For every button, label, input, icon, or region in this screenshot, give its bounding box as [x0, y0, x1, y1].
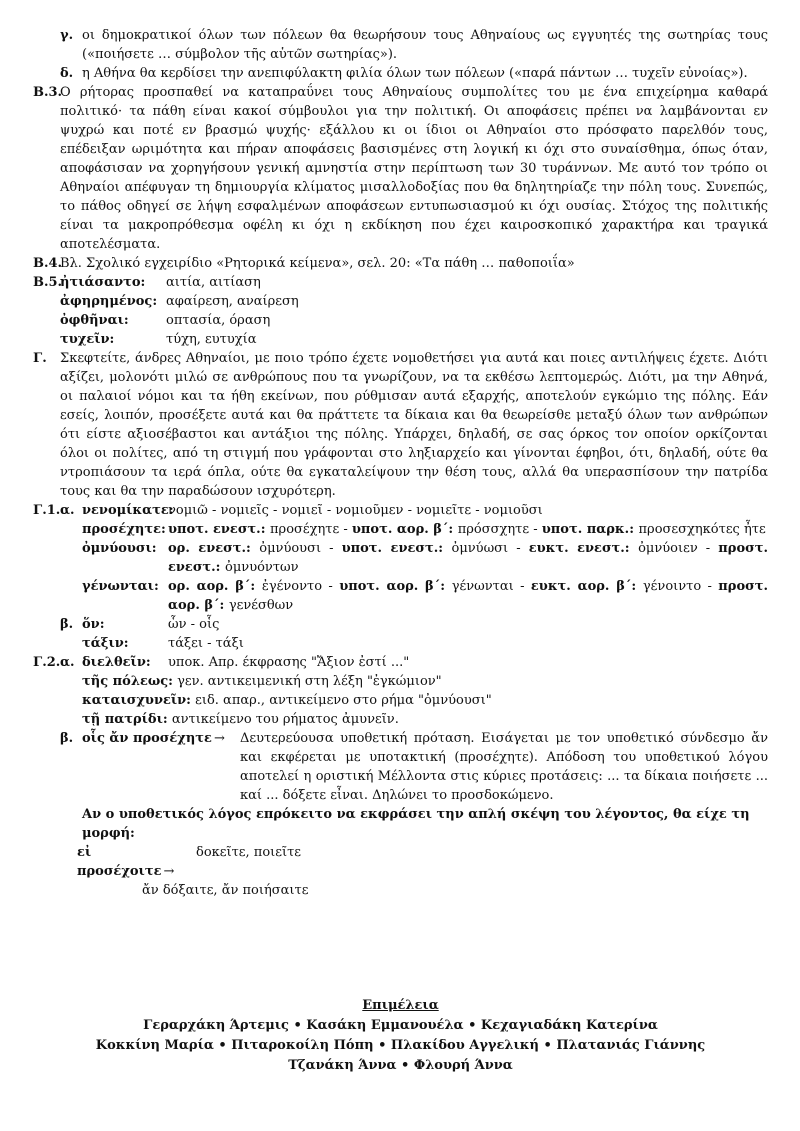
glossary-term: ἀφηρημένος:	[60, 294, 158, 309]
list-item-delta	[60, 64, 768, 83]
section-g-label: Γ.	[33, 351, 47, 366]
grammar-term: ὅν:	[82, 617, 105, 632]
grammar-forms: ορ. ενεστ.: ὀμνύουσι - υποτ. ενεστ.: ὀμνύωσι - ευκτ. ενεστ.: ὀμνύοιεν - προστ. ενεστ.: ὀμνυόντων	[168, 541, 768, 575]
credits-footer	[33, 996, 768, 1076]
credits-line: Τζανάκη Άννα • Φλουρή Άννα	[288, 1058, 513, 1073]
grammar-forms: ορ. αορ. β΄: ἐγένοντο - υποτ. αορ. β΄: γένωνται - ευκτ. αορ. β΄: γένοιντο - προστ. αορ. β΄: γενέσθων	[168, 579, 768, 613]
glossary-gloss: αφαίρεση, αναίρεση	[166, 294, 299, 309]
list-item-delta-label: δ.	[60, 66, 74, 81]
g1-b-label: β.	[60, 617, 74, 632]
hypothetical-line-2: ἄν δόξαιτε, ἄν ποιήσαιτε	[142, 883, 309, 898]
section-g1-row	[33, 501, 768, 520]
glossary-gloss: αιτία, αιτίαση	[166, 275, 261, 290]
syntax-term: καταισχυνεῖν:	[82, 693, 191, 708]
g2-b-label: β.	[60, 731, 74, 746]
section-g1-row	[82, 539, 768, 577]
syntax-analysis: Δευτερεύουσα υποθετική πρόταση. Εισάγεται με τον υποθετικό σύνδεσμο ἄν και εκφέρεται με υποτακτική (προσέχητε). Απόδοση του υποθετικού λόγου αποτελεί η οριστική Μέλλοντα στις κύριες προτάσεις: ... τα δίκαια ποιήσετε ... καί ... δόξετε εἶναι. Δηλώνει το προσδοκώμενο.	[240, 731, 768, 803]
section-b5-row	[60, 330, 768, 349]
syntax-analysis: αντικείμενο του ρήματος ἀμυνεῖν.	[171, 712, 399, 727]
section-g2-b-row	[60, 729, 768, 805]
section-g2-row	[33, 653, 768, 672]
list-item-gamma-label: γ.	[60, 28, 74, 43]
credits-title: Επιμέλεια	[362, 998, 439, 1013]
section-b3-text: Ο ρήτορας προσπαθεί να καταπραΰνει τους Αθηναίους συμπολίτες του με ένα επιχείρημα καθαρά πολιτικό· τα πάθη είναι κακοί σύμβουλοι για την πολιτική. Οι αποφάσεις πρέπει να λαμβάνονται εν ψυχρώ και ποτέ εν βρασμώ ψυχής· εξάλλου κι οι ίδιοι οι Αθηναίοι στο πρόσφατο παρελθόν τους, επέδειξαν ωριμότητα και πήραν αποφάσεις βασισμένες στη λογική κι όχι στο συναίσθημα, όπως όταν, αποφάσισαν να χορηγήσουν γενική αμνηστία στην περίπτωση των 30 τυράννων. Με αυτό τον τρόπο οι Αθηναίοι απέφυγαν τη δημιουργία κλίματος μισαλλοδοξίας που θα δηλητηρίαζε την πόλη τους. Συνεπώς, το πάθος οδηγεί σε λήψη εσφαλμένων αποφάσεων εντυπωσιασμού κι όχι ουσίας. Στόχος της πολιτικής είναι τα μακροπρόθεσμα οφέλη κι όχι η εκδίκηση που έχει καιροσκοπικό χαρακτήρα και τραγικά αποτελέσματα.	[60, 85, 768, 252]
syntax-term: τῇ πατρίδι:	[82, 712, 168, 727]
grammar-term: προσέχητε:	[82, 522, 166, 537]
syntax-analysis: υποκ. Απρ. έκφρασης "Ἄξιον ἐστί ..."	[168, 655, 410, 670]
section-g1-label: Γ.1.	[33, 503, 61, 518]
glossary-gloss: οπτασία, όραση	[166, 313, 271, 328]
grammar-forms: ὧν - οἷς	[168, 617, 220, 632]
section-b3	[33, 83, 768, 254]
hypothetical-forms: δοκεῖτε, ποιεῖτε	[196, 845, 302, 860]
hypothetical-line-1	[77, 843, 768, 881]
section-g1-b-row	[82, 634, 768, 653]
section-b5-row	[60, 311, 768, 330]
credits-line: Κοκκίνη Μαρία • Πιταροκοίλη Πόπη • Πλακίδου Αγγελική • Πλατανιάς Γιάννης	[95, 1038, 706, 1053]
section-b3-label: Β.3.	[33, 85, 63, 100]
list-item-delta-text: η Αθήνα θα κερδίσει την ανεπιφύλακτη φιλία όλων των πόλεων («παρά πάντων … τυχεῖν εὐνοίας»).	[82, 66, 748, 81]
credits-line: Γεραρχάκη Άρτεμις • Κασάκη Εμμανουέλα • Κεχαγιαδάκη Κατερίνα	[143, 1018, 658, 1033]
grammar-forms: τάξει - τάξι	[168, 636, 244, 651]
section-g1-b-row	[60, 615, 768, 634]
grammar-forms: νομιῶ - νομιεῖς - νομιεῖ - νομιοῦμεν - νομιεῖτε - νομιοῦσι	[168, 503, 543, 518]
syntax-term: εἰ προσέχοιτε	[77, 845, 162, 879]
section-b5-row	[60, 292, 768, 311]
section-g	[33, 349, 768, 501]
section-g2-row	[82, 691, 768, 710]
grammar-term: τάξιν:	[82, 636, 129, 651]
list-item-gamma-text: οι δημοκρατικοί όλων των πόλεων θα θεωρήσουν τους Αθηναίους ως εγγυητές της σωτηρίας τους («ποιήσετε … σύμβολον τῆς αὑτῶν σωτηρίας»).	[82, 28, 768, 62]
syntax-term: οἷς ἄν προσέχητε	[82, 731, 212, 746]
section-g1-row	[82, 577, 768, 615]
glossary-term: τυχεῖν:	[60, 332, 115, 347]
conditional-note: Αν ο υποθετικός λόγος επρόκειτο να εκφράσει την απλή σκέψη του λέγοντος, θα είχε τη μορφή:	[82, 807, 750, 841]
syntax-analysis: γεν. αντικειμενική στη λέξη "ἐγκώμιον"	[177, 674, 442, 689]
section-b5-label: Β.5.	[33, 275, 63, 290]
section-b5-row	[33, 273, 768, 292]
glossary-term: ἠτιάσαντο:	[60, 275, 146, 290]
list-item-gamma	[60, 26, 768, 64]
section-b4-label: Β.4.	[33, 256, 63, 271]
arrow-glyph: →	[163, 864, 175, 879]
section-g2-row	[82, 710, 768, 729]
glossary-gloss: τύχη, ευτυχία	[166, 332, 257, 347]
section-g-text: Σκεφτείτε, άνδρες Αθηναίοι, με ποιο τρόπο έχετε νομοθετήσει για αυτά και ποιες αντιλήψεις έχετε. Διότι αξίζει, μολονότι μιλώ σε ανθρώπους που τα γνωρίζουν, να τα εκθέσω λεπτομερώς. Διότι, μα την Αθηνά, οι παλαιοί νόμοι και τα ήθη εκείνων, που ρύθμισαν αυτά εξαρχής, αποτελούν εγκώμιο της πόλης. Εάν εσείς, λοιπόν, προσέξετε αυτά και θα πράττετε τα δίκαια και θα θεωρείσθε μεταξύ όλων των ανθρώπων ότι είστε αξιοσέβαστοι και αντάξιοι της πόλης. Υπάρχει, δηλαδή, σε σας όρκος τον οποίον ορκίζονται όλοι οι πολίτες, από τη στιγμή που γράφονται στο ληξιαρχείο και γίνονται έφηβοι, ότι, δηλαδή, ούτε θα ντροπιάσουν τα ιερά όπλα, ούτε θα εγκαταλείψουν την θέση τους, αλλά θα υπερασπίσουν την πατρίδα τους και θα την παραδώσουν ισχυρότερη.	[60, 351, 768, 499]
syntax-term: τῆς πόλεως:	[82, 674, 173, 689]
grammar-term: νενομίκατε:	[82, 503, 174, 518]
section-g2-row	[82, 672, 768, 691]
section-b4-text: Βλ. Σχολικό εγχειρίδιο «Ρητορικά κείμενα», σελ. 20: «Τα πάθη … παθοποιΐα»	[60, 256, 575, 271]
glossary-term: ὀφθῆναι:	[60, 313, 129, 328]
g1-a-label: α.	[60, 503, 75, 518]
grammar-term: γένωνται:	[82, 579, 159, 594]
arrow-glyph: →	[213, 731, 225, 746]
syntax-term: διελθεῖν:	[82, 655, 151, 670]
section-g1-row	[82, 520, 768, 539]
section-g2-label: Γ.2.	[33, 655, 61, 670]
section-b4	[33, 254, 768, 273]
grammar-term: ὀμνύουσι:	[82, 541, 157, 556]
grammar-forms: υποτ. ενεστ.: προσέχητε - υποτ. αορ. β΄: πρόσσχητε - υποτ. παρκ.: προσεσχηκότες ἦτε	[168, 522, 766, 537]
g2-a-label: α.	[60, 655, 75, 670]
syntax-analysis: ειδ. απαρ., αντικείμενο στο ρήμα "ὀμνύουσι"	[195, 693, 492, 708]
